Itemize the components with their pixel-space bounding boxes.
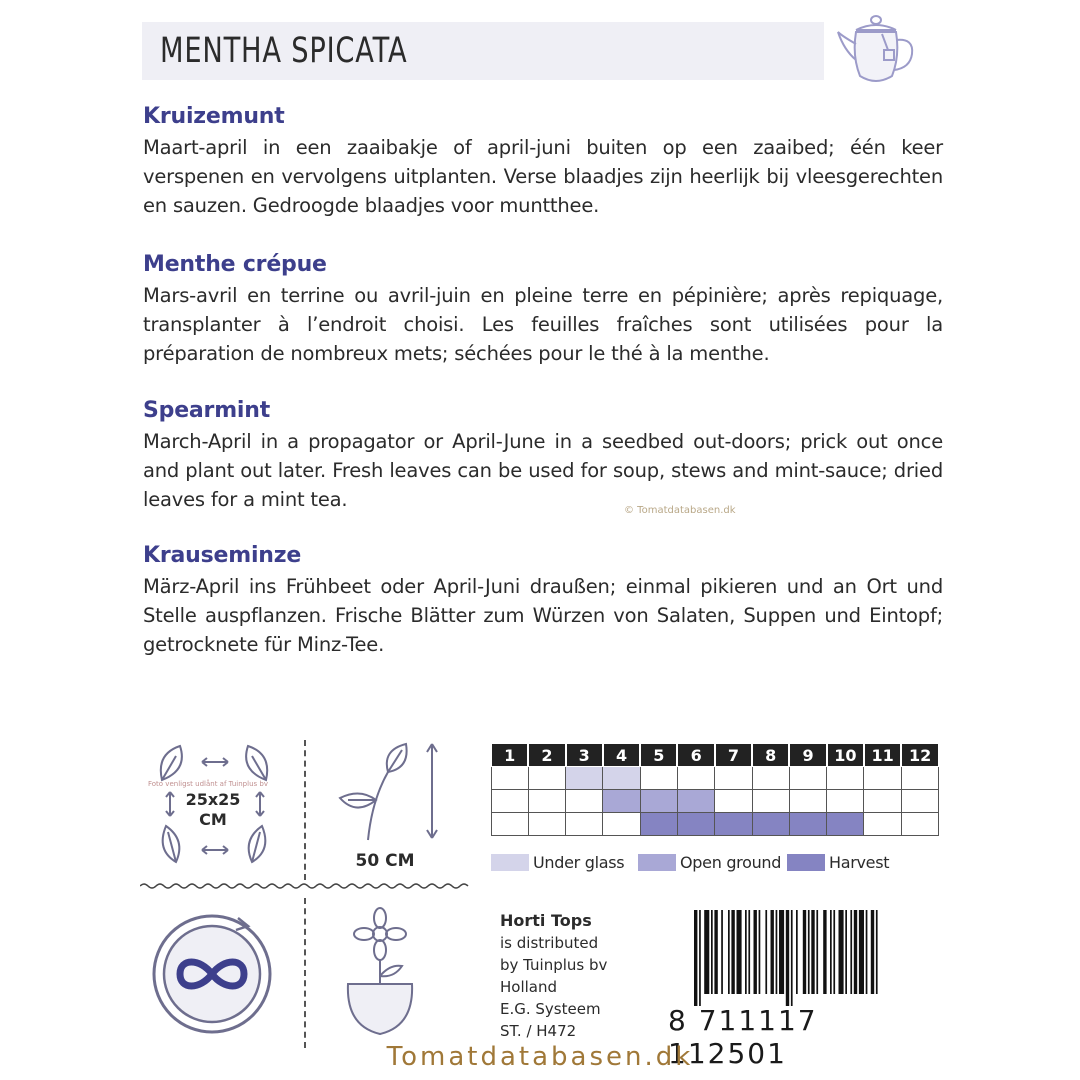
legend-label: Harvest (829, 852, 890, 872)
month-3: 3 (566, 744, 603, 767)
month-12: 12 (901, 744, 938, 767)
month-2: 2 (528, 744, 565, 767)
barcode-icon (694, 910, 940, 1006)
month-4: 4 (603, 744, 640, 767)
photo-credit: Foto venligst udlånt af Tuinplus bv (148, 780, 268, 788)
legend-swatch (491, 854, 529, 871)
watermark: Tomatdatabasen.dk (386, 1042, 694, 1072)
month-1: 1 (491, 744, 528, 767)
barcode-number: 8 711117 112501 (668, 1004, 818, 1070)
calendar-cell (715, 767, 752, 790)
calendar-cell (491, 790, 528, 813)
legend-open-ground (638, 852, 781, 872)
section-german (143, 542, 943, 659)
calendar-cell (864, 813, 901, 836)
distributor-line: by Tuinplus bv (500, 956, 608, 974)
calendar-cell (827, 767, 864, 790)
calendar-cell (640, 813, 677, 836)
calendar-cell (566, 767, 603, 790)
calendar-cell (603, 767, 640, 790)
calendar-cell (827, 790, 864, 813)
month-10: 10 (827, 744, 864, 767)
calendar-cell (715, 790, 752, 813)
legend-swatch (787, 854, 825, 871)
distributor-line: is distributed (500, 934, 599, 952)
legend-label: Open ground (680, 852, 782, 872)
plant-spacing-unit: CM (199, 810, 227, 829)
month-7: 7 (715, 744, 752, 767)
calendar-row-open-ground (491, 790, 939, 813)
calendar-cell (677, 813, 714, 836)
calendar-cell (715, 813, 752, 836)
teapot-icon (834, 6, 924, 92)
legend-swatch (638, 854, 676, 871)
small-watermark: © Tomatdatabasen.dk (624, 505, 736, 516)
section-text: Maart-april in een zaaibakje of april-juni buiten op een zaaibed; één keer verspenen en vervolgens uitplanten. Verse blaadjes zijn heerlijk bij vleesgerechten en sauzen. Gedroogde blaadjes voor muntthee. (143, 136, 943, 217)
distributor-line: E.G. Systeem (500, 1000, 601, 1018)
calendar-cell (491, 767, 528, 790)
page-title: MENTHA SPICATA (160, 31, 408, 71)
calendar-cell (789, 767, 826, 790)
calendar-cell (640, 790, 677, 813)
plant-spacing-value: 25x25 (185, 790, 241, 809)
calendar-cell (901, 767, 938, 790)
calendar-row-harvest (491, 813, 939, 836)
divider-vertical (304, 898, 306, 1048)
calendar-cell (603, 813, 640, 836)
calendar-cell (677, 790, 714, 813)
section-text: Mars-avril en terrine ou avril-juin en pleine terre en pépinière; après repiquage, transplanter à l’endroit choisi. Les feuilles fraîches sont utilisées pour la préparation de nombreux mets; séchées pour le thé à la menthe. (143, 284, 943, 365)
section-dutch (143, 103, 943, 220)
section-french (143, 251, 943, 368)
sowing-calendar (490, 743, 939, 836)
calendar-cell (901, 790, 938, 813)
calendar-cell (752, 813, 789, 836)
calendar-cell (789, 790, 826, 813)
calendar-cell (677, 767, 714, 790)
calendar-cell (864, 767, 901, 790)
legend-label: Under glass (533, 852, 625, 872)
section-heading: Menthe crépue (143, 252, 327, 277)
plant-height-icon (330, 740, 450, 850)
calendar-cell (528, 790, 565, 813)
distributor-line: ST. / H472 (500, 1022, 577, 1040)
calendar-cell (566, 813, 603, 836)
distributor-info (500, 910, 607, 1042)
month-11: 11 (864, 744, 901, 767)
calendar-cell (789, 813, 826, 836)
calendar-cell (640, 767, 677, 790)
calendar-cell (752, 790, 789, 813)
calendar-cell (827, 813, 864, 836)
section-text: March-April in a propagator or April-June in a seedbed out-doors; prick out once and plant out later. Fresh leaves can be used for soup, stews and mint-sauce; dried leaves for a mint tea. (143, 430, 943, 511)
calendar-header (491, 744, 939, 767)
section-heading: Krauseminze (143, 543, 302, 568)
calendar-cell (528, 767, 565, 790)
plant-spacing (178, 790, 248, 830)
month-6: 6 (677, 744, 714, 767)
section-heading: Spearmint (143, 398, 271, 423)
calendar-cell (566, 790, 603, 813)
distributor-brand: Horti Tops (500, 911, 592, 930)
legend-harvest (787, 852, 889, 872)
calendar-cell (901, 813, 938, 836)
divider-vertical (304, 740, 306, 880)
section-english (143, 397, 943, 514)
distributor-line: Holland (500, 978, 558, 996)
month-8: 8 (752, 744, 789, 767)
calendar-cell (528, 813, 565, 836)
calendar-row-under-glass (491, 767, 939, 790)
calendar-cell (864, 790, 901, 813)
flower-pot-icon (340, 906, 420, 1046)
divider-horizontal (140, 881, 472, 891)
month-9: 9 (789, 744, 826, 767)
perennial-infinity-icon (150, 908, 280, 1038)
legend-under-glass (491, 852, 624, 872)
month-5: 5 (640, 744, 677, 767)
calendar-cell (491, 813, 528, 836)
calendar-cell (603, 790, 640, 813)
section-text: März-April ins Frühbeet oder April-Juni draußen; einmal pikieren und an Ort und Stelle auspflanzen. Frische Blätter zum Würzen von Salaten, Suppen und Eintopf; getrocknete für Minz-Tee. (143, 575, 943, 656)
plant-height: 50 CM (355, 851, 415, 871)
calendar-cell (752, 767, 789, 790)
section-heading: Kruizemunt (143, 104, 285, 129)
